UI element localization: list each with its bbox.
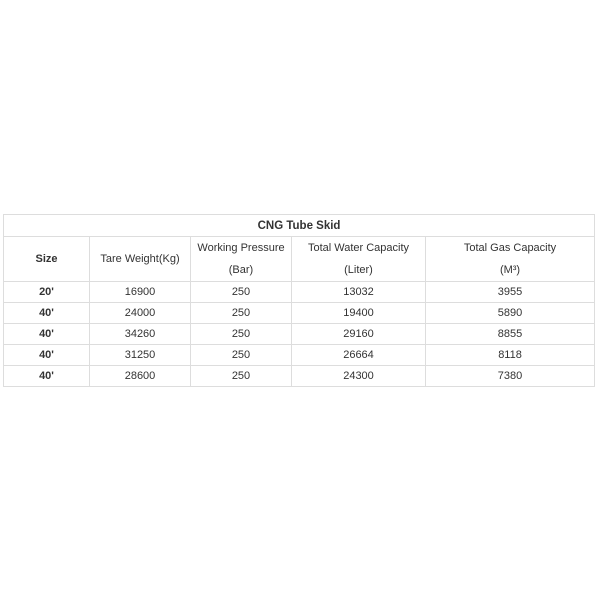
header-tare-weight: Tare Weight(Kg) — [90, 237, 191, 282]
cell-size: 20' — [4, 282, 90, 303]
table-row — [4, 366, 595, 387]
cell-tare-weight: 34260 — [90, 324, 191, 345]
header-water-capacity — [292, 237, 426, 282]
cell-working-pressure: 250 — [191, 324, 292, 345]
table-title-row — [4, 215, 595, 237]
cell-gas-capacity: 8118 — [426, 345, 595, 366]
header-gas-capacity — [426, 237, 595, 282]
table-row — [4, 282, 595, 303]
cell-water-capacity: 26664 — [292, 345, 426, 366]
cell-working-pressure: 250 — [191, 345, 292, 366]
cell-size: 40' — [4, 324, 90, 345]
cell-water-capacity: 13032 — [292, 282, 426, 303]
cell-size: 40' — [4, 345, 90, 366]
header-gas-capacity-label: Total Gas Capacity — [463, 242, 557, 254]
cell-tare-weight: 24000 — [90, 303, 191, 324]
header-working-pressure-unit: (Bar) — [228, 264, 254, 276]
cell-water-capacity: 29160 — [292, 324, 426, 345]
header-gas-capacity-unit: (M³) — [499, 264, 521, 276]
header-water-capacity-label: Total Water Capacity — [307, 242, 410, 254]
cell-tare-weight: 28600 — [90, 366, 191, 387]
cell-gas-capacity: 8855 — [426, 324, 595, 345]
table-row — [4, 303, 595, 324]
cell-tare-weight: 31250 — [90, 345, 191, 366]
header-size: Size — [4, 237, 90, 282]
cell-gas-capacity: 7380 — [426, 366, 595, 387]
spec-table-container — [3, 214, 594, 387]
cell-gas-capacity: 3955 — [426, 282, 595, 303]
cell-water-capacity: 19400 — [292, 303, 426, 324]
table-row — [4, 345, 595, 366]
table-title: CNG Tube Skid — [4, 215, 595, 237]
cell-working-pressure: 250 — [191, 303, 292, 324]
cell-size: 40' — [4, 303, 90, 324]
table-header-row — [4, 237, 595, 282]
cng-tube-skid-table — [3, 214, 595, 387]
cell-gas-capacity: 5890 — [426, 303, 595, 324]
cell-water-capacity: 24300 — [292, 366, 426, 387]
header-working-pressure — [191, 237, 292, 282]
header-water-capacity-unit: (Liter) — [344, 264, 373, 276]
header-working-pressure-label: Working Pressure — [197, 242, 285, 254]
cell-tare-weight: 16900 — [90, 282, 191, 303]
cell-working-pressure: 250 — [191, 282, 292, 303]
cell-working-pressure: 250 — [191, 366, 292, 387]
cell-size: 40' — [4, 366, 90, 387]
table-row — [4, 324, 595, 345]
